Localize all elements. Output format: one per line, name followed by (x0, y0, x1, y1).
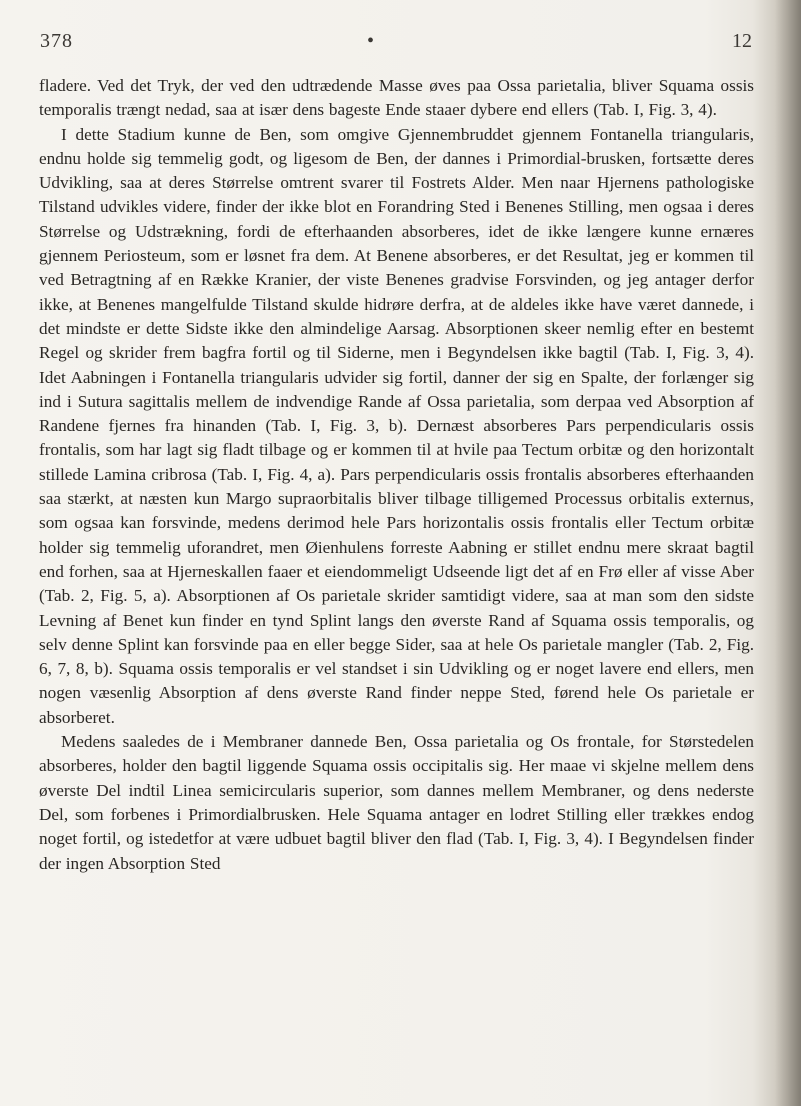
page-header (40, 30, 752, 54)
page-number-right: 12 (732, 30, 752, 52)
page-number-left: 378 (40, 30, 73, 52)
paragraph-2: I dette Stadium kunne de Ben, som omgive Gjennembruddet gjennem Fontanella triangularis, endnu holde sig temmelig godt, og ligesom de Ben, der dannes i Primordial-brusken, fortsætte deres Udvikling, saa at deres Størrelse omtrent svarer til Fostrets Alder. Men naar Hjernens pathologiske Tilstand udvikles videre, finder der ikke blot en Forandring Sted i Benenes Stilling, men ogsaa i deres Størrelse og Udstrækning, fordi de efterhaanden absorberes, idet de ikke længere kunne ernæres gjennem Periosteum, som er løsnet fra dem. At Benene absorberes, er det Resultat, jeg er kommen til ved Betragtning af en Række Kranier, der viste Benenes gradvise Forsvinden, og jeg antager derfor ikke, at Benenes mangelfulde Tilstand skulde hidrøre derfra, at de aldeles ikke have været dannede, i det mindste er dette Sidste ikke den almindelige Aarsag. Absorptionen skeer nemlig efter en bestemt Regel og skrider frem bagfra fortil og til Siderne, men i Begyndelsen ikke bagtil (Tab. I, Fig. 3, 4). Idet Aabningen i Fontanella triangularis udvider sig fortil, danner der sig en Spalte, der forlænger sig ind i Sutura sagittalis mellem de indvendige Rande af Ossa parietalia, som derpaa ved Absorption af Randene fjernes fra hinanden (Tab. I, Fig. 3, b). Dernæst absorberes Pars perpendicularis ossis frontalis, som har lagt sig fladt tilbage og er kommen til at hvile paa Tectum orbitæ og den horizontalt stillede Lamina cribrosa (Tab. I, Fig. 4, a). Pars perpendicularis ossis frontalis absorberes efterhaanden saa stærkt, at næsten kun Margo supraorbitalis bliver tilbage tilligemed Processus orbitalis externus, som ogsaa kan forsvinde, medens derimod hele Pars horizontalis ossis frontalis eller Tectum orbitæ holder sig temmelig uforandret, men Øienhulens forreste Aabning er stillet endnu mere skraat bagtil end forhen, saa at Hjerneskallen faaer et eiendommeligt Udseende ligt det af en Frø eller af visse Aber (Tab. 2, Fig. 5, a). Absorptionen af Os parietale skrider samtidigt videre, saa at man som den sidste Levning af Benet kun finder en tynd Splint langs den øverste Rand af Squama ossis temporalis, og selv denne Splint kan forsvinde paa en eller begge Sider, saa at hele Os parietale mangler (Tab. 2, Fig. 6, 7, 8, b). Squama ossis temporalis er vel standset i sin Udvikling og er noget lavere end ellers, men nogen væsenlig Absorption af dens øverste Rand finder neppe Sted, førend hele Os parietale er absorberet. (39, 124, 754, 727)
header-center-mark: • (367, 30, 375, 52)
paragraph-1: fladere. Ved det Tryk, der ved den udtrædende Masse øves paa Ossa parietalia, bliver Squama ossis temporalis trængt nedad, saa at især dens bageste Ende staaer dybere end ellers (Tab. I, Fig. 3, 4). (39, 76, 754, 120)
body-text (39, 74, 754, 876)
page-edge-shadow (775, 0, 801, 1106)
paragraph-3: Medens saaledes de i Membraner dannede Ben, Ossa parietalia og Os frontale, for Størstedelen absorberes, holder den bagtil liggende Squama ossis occipitalis sig. Her maae vi skjelne mellem dens øverste Del indtil Linea semicircularis superior, som dannes mellem Membraner, og dens nederste Del, som forbenes i Primordialbrusken. Hele Squama antager en lodret Stilling eller trækkes endog noget fortil, og istedetfor at være udbuet bagtil bliver den flad (Tab. I, Fig. 3, 4). I Begyndelsen finder der ingen Absorption Sted (39, 732, 754, 873)
